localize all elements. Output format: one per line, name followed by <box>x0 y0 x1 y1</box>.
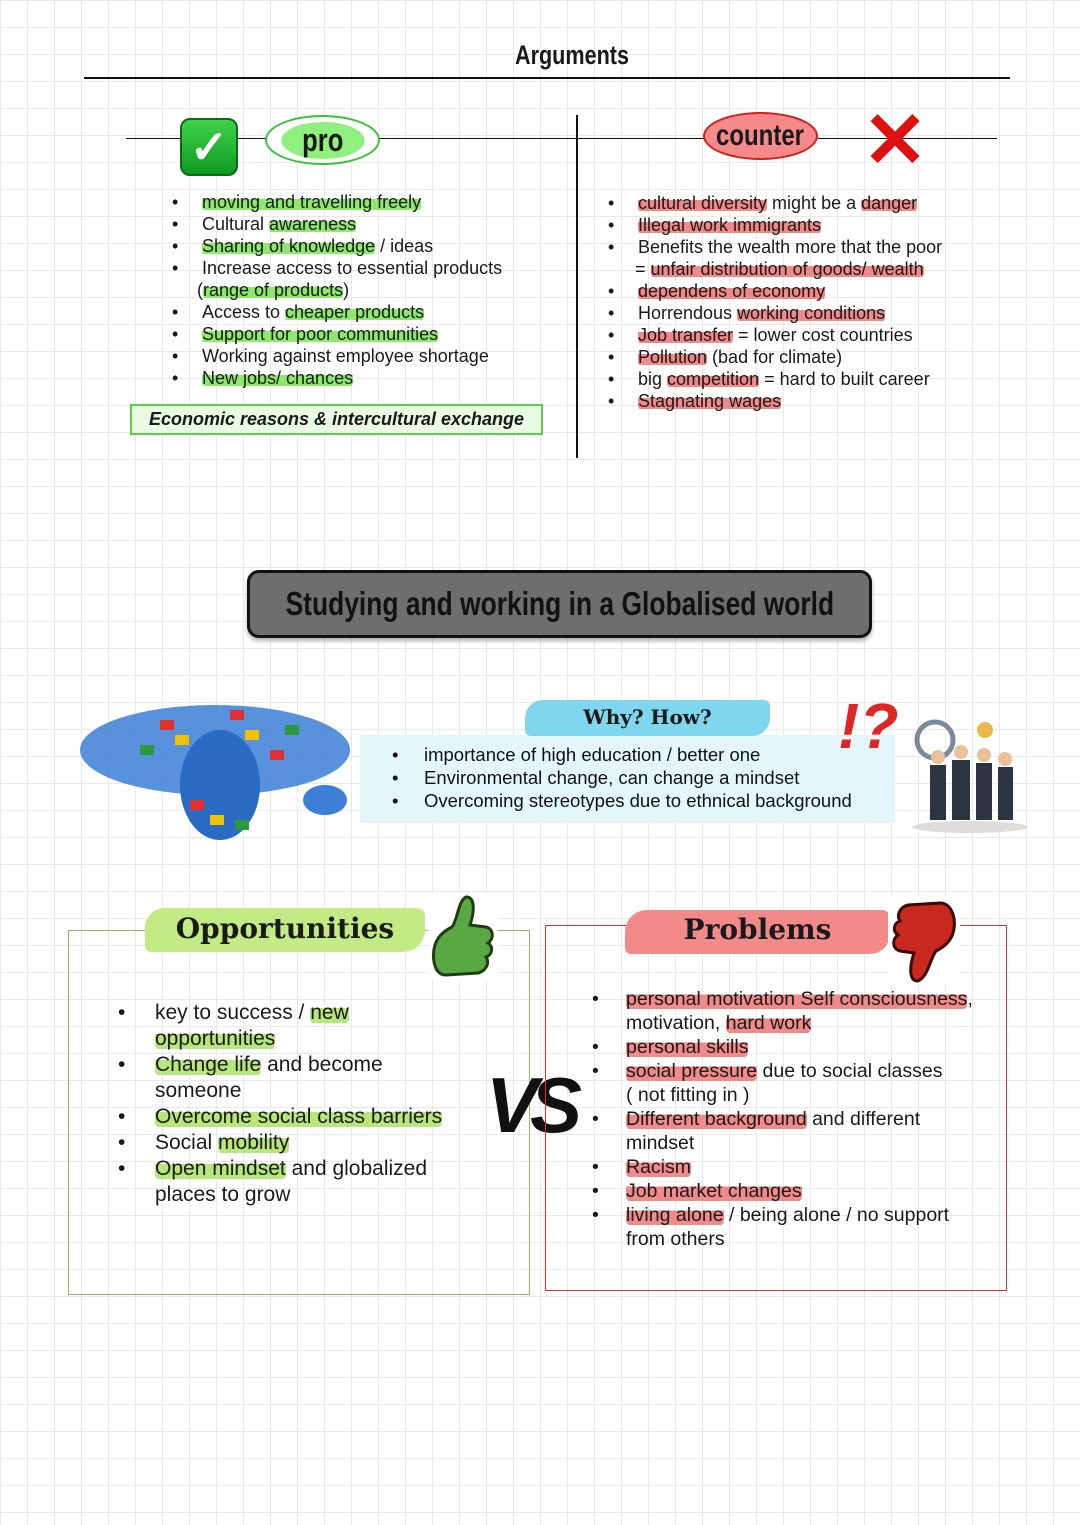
bullet: • <box>172 368 179 388</box>
thumbs-down-icon <box>888 895 960 985</box>
highlighted-text: Illegal work immigrants <box>638 215 822 235</box>
bullet: • <box>118 1131 126 1154</box>
list-item <box>172 235 502 257</box>
list-item <box>172 213 502 235</box>
list-item <box>172 345 502 367</box>
highlighted-text: New jobs/ chances <box>202 368 354 388</box>
text: ( <box>197 280 203 300</box>
counter-list <box>608 192 943 412</box>
highlighted-text: moving and travelling freely <box>202 192 422 212</box>
list-item <box>608 236 943 258</box>
text: importance of high education / better one <box>424 744 761 765</box>
bullet: • <box>172 258 179 278</box>
title-underline <box>84 77 1010 79</box>
highlighted-text: unfair distribution of goods/ wealth <box>650 259 924 279</box>
bullet: • <box>392 790 399 811</box>
list-item <box>608 192 942 214</box>
list-item <box>172 323 502 345</box>
counter-label: counter <box>703 112 818 160</box>
list-item <box>172 301 502 323</box>
bullet: • <box>118 1001 126 1024</box>
list-item <box>118 1104 443 1130</box>
highlighted-text: range of products <box>203 280 344 300</box>
pro-summary-box: Economic reasons & intercultural exchange <box>130 404 543 435</box>
highlighted-text: Support for poor communities <box>202 324 439 344</box>
highlighted-text: Different background <box>626 1108 807 1130</box>
text: Cultural <box>202 214 270 234</box>
checkmark-icon: ✓ <box>180 118 238 176</box>
text: Working against employee shortage <box>202 346 489 366</box>
bullet: • <box>172 302 179 322</box>
opportunities-title: Opportunities <box>145 908 425 952</box>
list-item <box>392 766 852 789</box>
list-item-continuation <box>197 279 502 301</box>
bullet: • <box>392 744 399 765</box>
highlighted-text: Sharing of knowledge <box>202 236 376 256</box>
text: / being alone / no support from others <box>626 1204 950 1250</box>
list-item <box>592 1059 973 1107</box>
world-flags-map-image <box>70 690 355 850</box>
highlighted-text: mobility <box>218 1131 290 1154</box>
bullet: • <box>592 1204 599 1226</box>
bullet: • <box>592 1180 599 1202</box>
pro-list <box>172 191 503 389</box>
text: Increase access to essential products <box>202 258 503 278</box>
bullet: • <box>592 988 599 1010</box>
exclamation-question-icon: !? <box>838 690 899 762</box>
bullet: • <box>172 214 179 234</box>
bullet: • <box>118 1105 126 1128</box>
bullet: • <box>608 193 615 213</box>
list-item <box>118 1130 442 1156</box>
thumbs-up-icon <box>428 893 498 981</box>
text: (bad for climate) <box>707 347 843 367</box>
list-item-continuation <box>635 258 942 280</box>
highlighted-text: Job transfer <box>638 325 734 345</box>
highlighted-text: cultural diversity <box>638 193 768 213</box>
pro-label: pro <box>265 115 380 165</box>
list-item <box>608 324 942 346</box>
text: might be a <box>767 193 862 213</box>
bullet: • <box>608 237 615 257</box>
highlighted-text: cheaper products <box>285 302 425 322</box>
list-item <box>592 987 973 1035</box>
highlighted-text: Open mindset <box>155 1157 286 1180</box>
bullet: • <box>608 369 615 389</box>
text: and become someone <box>155 1053 383 1102</box>
list-item <box>592 1203 973 1251</box>
problems-list <box>592 987 973 1251</box>
bullet: • <box>592 1060 599 1082</box>
text: = lower cost countries <box>733 325 913 345</box>
highlighted-text: Stagnating wages <box>638 391 782 411</box>
list-item <box>592 1035 973 1059</box>
topic-banner: Studying and working in a Globalised world <box>247 570 872 638</box>
list-item <box>118 1052 442 1104</box>
highlighted-text: dependens of economy <box>638 281 826 301</box>
text: big <box>638 369 668 389</box>
bullet: • <box>392 767 399 788</box>
highlighted-text: Change life <box>155 1053 262 1076</box>
bullet: • <box>592 1036 599 1058</box>
highlighted-text: living alone <box>626 1204 724 1226</box>
highlighted-text: personal skills <box>626 1036 749 1058</box>
highlighted-text: working conditions <box>737 303 886 323</box>
text: Access to <box>202 302 286 322</box>
list-item <box>118 1156 442 1208</box>
bullet: • <box>608 303 615 323</box>
text: Overcoming stereotypes due to ethnical background <box>424 790 852 811</box>
text: and globalized places to grow <box>155 1157 428 1206</box>
highlighted-text: new <box>310 1001 349 1024</box>
bullet: • <box>172 236 179 256</box>
highlighted-text: personal motivation Self consciousness <box>626 988 968 1010</box>
list-item <box>172 257 503 279</box>
bullet: • <box>608 215 615 235</box>
highlighted-text: Overcome social class barriers <box>155 1105 443 1128</box>
text: Horrendous <box>638 303 738 323</box>
problems-title: Problems <box>625 910 890 954</box>
highlighted-text: opportunities <box>155 1027 276 1050</box>
list-item <box>172 367 502 389</box>
text: = <box>635 259 651 279</box>
highlighted-text: hard work <box>725 1012 812 1034</box>
red-x-icon: ✕ <box>862 96 928 184</box>
text: / ideas <box>375 236 434 256</box>
bullet: • <box>608 391 615 411</box>
bullet: • <box>118 1157 126 1180</box>
list-item <box>592 1155 973 1179</box>
list-item <box>392 789 852 812</box>
list-item <box>118 1000 442 1052</box>
vs-label: VS <box>486 1061 575 1149</box>
opportunities-list <box>118 1000 443 1208</box>
text: , motivation, <box>626 988 973 1034</box>
list-item <box>592 1179 973 1203</box>
list-item <box>608 214 942 236</box>
list-item <box>608 302 942 324</box>
list-item <box>608 280 942 302</box>
arguments-title: Arguments <box>514 40 629 70</box>
bullet: • <box>172 324 179 344</box>
text: Social <box>155 1131 219 1154</box>
text: ) <box>343 280 350 300</box>
text: key to success / <box>155 1001 311 1024</box>
business-people-image <box>900 715 1030 835</box>
highlighted-text: awareness <box>269 214 357 234</box>
list-item <box>608 346 942 368</box>
why-how-title: Why? How? <box>525 700 770 736</box>
bullet: • <box>592 1156 599 1178</box>
bullet: • <box>592 1108 599 1130</box>
highlighted-text: danger <box>861 193 918 213</box>
why-list <box>392 743 852 812</box>
text: due to social classes ( not fitting in ) <box>626 1060 943 1106</box>
list-item <box>608 390 942 412</box>
highlighted-text: Job market changes <box>626 1180 802 1202</box>
text: = hard to built career <box>759 369 930 389</box>
list-item <box>592 1107 973 1155</box>
column-divider <box>576 115 578 458</box>
text: and different mindset <box>626 1108 921 1154</box>
text: Environmental change, can change a mindset <box>424 767 800 788</box>
bullet: • <box>608 325 615 345</box>
text: Benefits the wealth more that the poor <box>638 237 943 257</box>
list-item <box>608 368 942 390</box>
bullet: • <box>172 192 179 212</box>
highlighted-text: social pressure <box>626 1060 758 1082</box>
bullet: • <box>118 1053 126 1076</box>
bullet: • <box>172 346 179 366</box>
list-item <box>392 743 852 766</box>
list-item <box>172 191 502 213</box>
bullet: • <box>608 281 615 301</box>
highlighted-text: competition <box>667 369 760 389</box>
bullet: • <box>608 347 615 367</box>
highlighted-text: Pollution <box>638 347 708 367</box>
highlighted-text: Racism <box>626 1156 692 1178</box>
